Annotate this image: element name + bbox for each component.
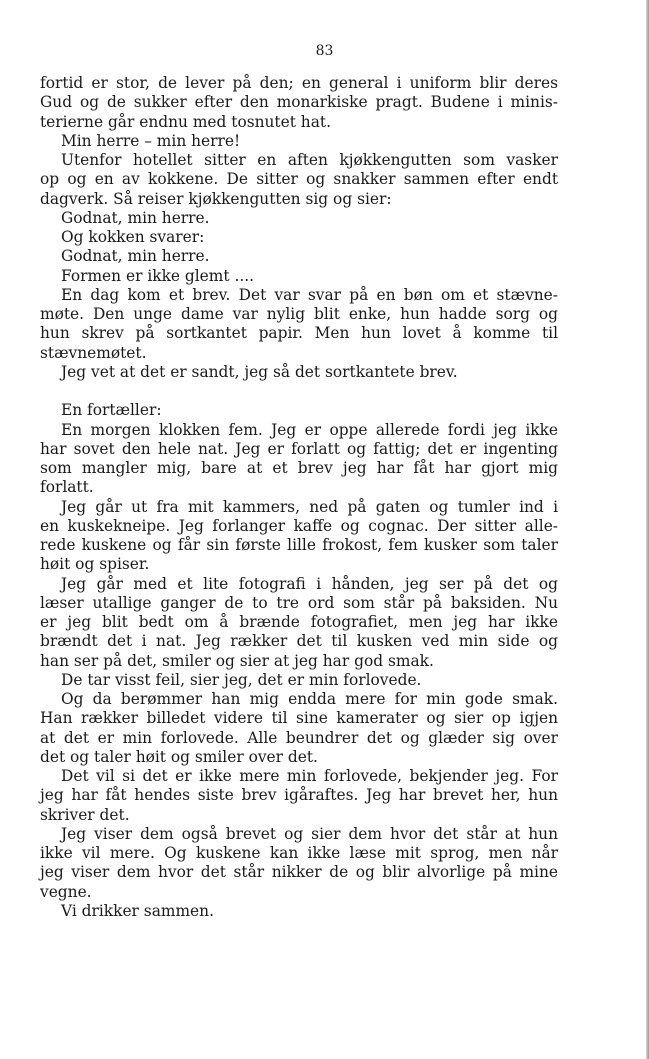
text-line: Min herre – min herre! [61,131,241,150]
text-line: Godnat, min herre. [61,208,210,227]
text-line: terierne går endnu med tosnutet hat. [40,112,331,131]
text-line: Jeg viser dem også brevet og sier dem hvor det står at hun [61,824,558,843]
text-line: op og en av kokkene. De sitter og snakker sammen efter endt [40,170,558,189]
text-line: han ser på det, smiler og sier at jeg har god smak. [40,651,434,670]
text-line: har sovet den hele nat. Jeg er forlatt og fattig; det er ingenting [40,439,558,458]
body-text [40,74,558,921]
text-line: fortid er stor, de lever på den; en general i uniform blir deres [40,74,558,92]
text-line: hun skrev på sortkantet papir. Men hun lovet å komme til [40,324,558,343]
text-line: vegne. [40,882,92,901]
text-line: En fortæller: [61,401,162,420]
text-line: Og da berømmer han mig endda mere for min gode smak. [61,690,558,708]
text-line: en kuskekneipe. Jeg forlanger kaffe og cognac. Der sitter alle- [40,516,558,535]
text-line: møte. Den unge dame var nylig blit enke, hun hadde sorg og [40,305,558,323]
text-line: brændt det i nat. Jeg rækker det til kusken ved min side og [40,632,558,651]
text-line: ikke vil mere. Og kuskene kan ikke læse mit sprog, men når [40,844,558,862]
page-number: 83 [315,43,334,59]
text-line: Han rækker billedet videre til sine kamerater og sier op igjen [40,709,558,728]
text-line: Det vil si det er ikke mere min forlovede, bekjender jeg. For [61,767,558,785]
text-line: Jeg går med et lite fotografi i hånden, jeg ser på det og [61,574,558,593]
text-line: Gud og de sukker efter den monarkiske pragt. Budene i minis- [40,93,558,112]
text-line: jeg viser dem hvor det står nikker de og blir alvorlige på mine [40,863,558,882]
text-line: rede kuskene og får sin første lille frokost, fem kusker som taler [40,536,558,554]
text-line: Og kokken svarer: [61,228,205,246]
text-line: dagverk. Så reiser kjøkkengutten sig og sier: [40,189,392,208]
text-line: høit og spiser. [40,555,150,574]
text-line: Formen er ikke glemt .... [61,266,255,285]
text-line: De tar visst feil, sier jeg, det er min forlovede. [61,670,422,689]
text-line: jeg har fåt hendes siste brev igåraftes. Jeg har brevet her, hun [40,786,558,805]
text-line: Jeg går ut fra mit kammers, ned på gaten og tumler ind i [61,497,558,516]
text-line: læser utallige ganger de to tre ord som står på baksiden. Nu [40,593,558,612]
text-line: at det er min forlovede. Alle beundrer det og glæder sig over [40,728,558,747]
text-line: som mangler mig, bare at et brev jeg har fåt har gjort mig [40,459,558,477]
text-line: Utenfor hotellet sitter en aften kjøkkengutten som vasker [61,151,558,169]
text-line: Vi drikker sammen. [61,901,214,920]
text-line: Godnat, min herre. [61,247,210,266]
text-line: En morgen klokken fem. Jeg er oppe allerede fordi jeg ikke [61,420,558,439]
text-line: En dag kom et brev. Det var svar på en bøn om et stævne- [61,285,558,304]
text-line: skriver det. [40,805,130,824]
text-line: er jeg blit bedt om å brænde fotografiet, men jeg har ikke [40,613,558,631]
text-line: forlatt. [40,478,94,497]
text-line: stævnemøtet. [40,343,147,362]
text-line: det og taler høit og smiler over det. [40,747,318,766]
text-line: Jeg vet at det er sandt, jeg så det sortkantete brev. [61,362,458,381]
section-break [40,382,558,401]
